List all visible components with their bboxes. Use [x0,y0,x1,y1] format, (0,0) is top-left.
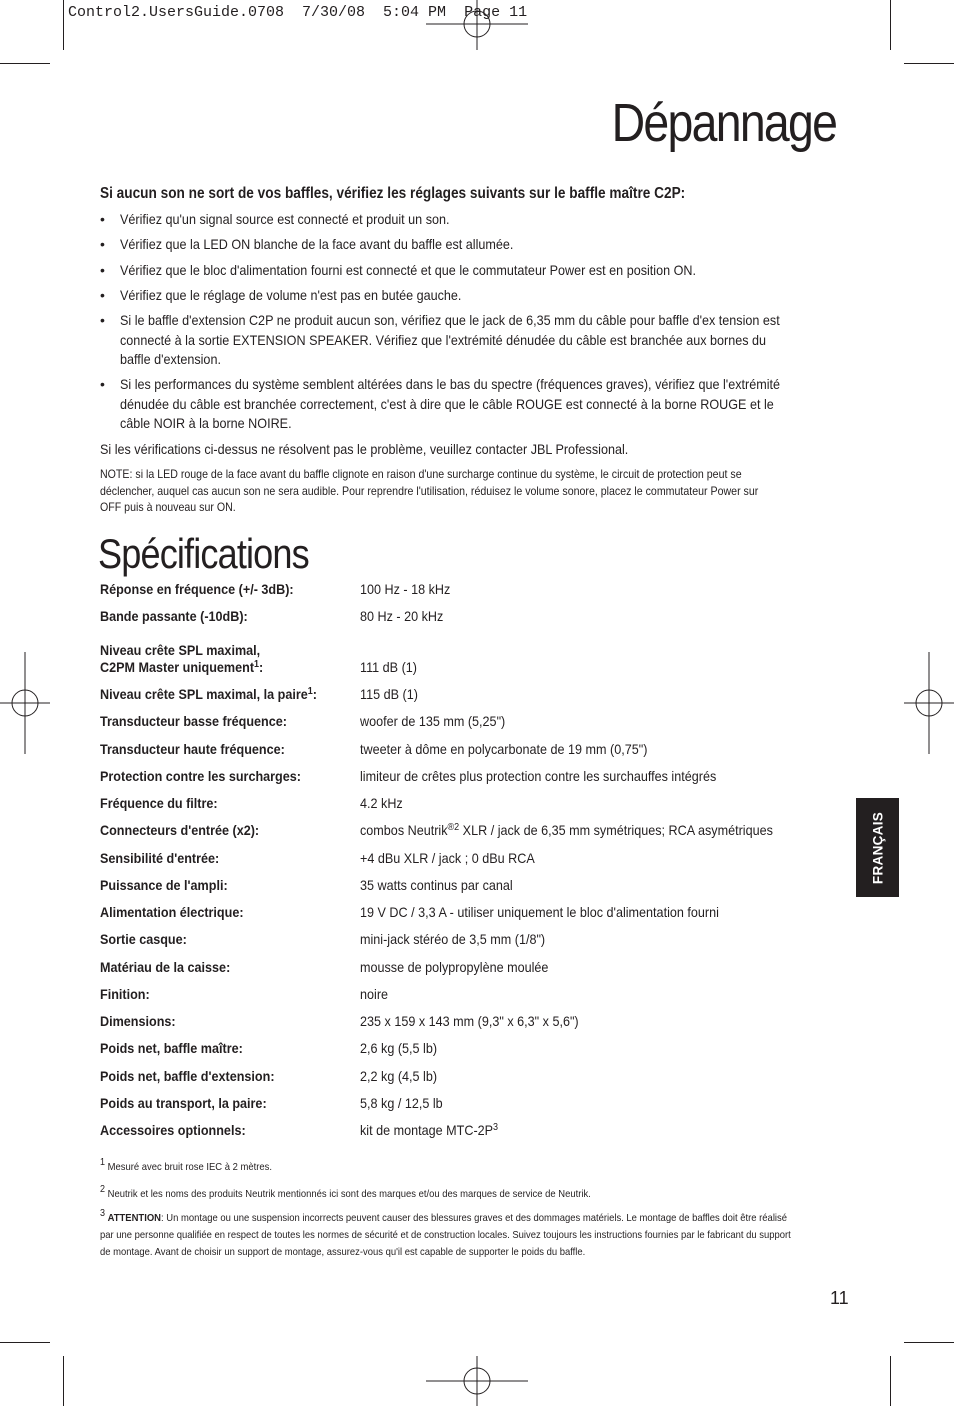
spec-label-colon: : [312,686,317,702]
footnote-ref: 1 [307,686,313,697]
spec-label: Puissance de l'ampli: [100,877,228,893]
page-number: 11 [830,1288,849,1308]
troubleshooting-intro: Si aucun son ne sort de vos baffles, vérifiez les réglages suivants sur le baffle maître C2P: [100,185,686,202]
list-item [100,210,800,230]
bullet-icon: • [100,287,105,303]
spec-value: noire [360,986,389,1002]
bullet-icon: • [100,236,105,252]
list-item [100,311,800,370]
bullet-icon: • [100,312,105,328]
list-item-text: Vérifiez que la LED ON blanche de la face avant du baffle est allumée. [120,236,514,252]
footnote-text: Neutrik et les noms des produits Neutrik mentionnés ici sont des marques et/ou des marques de service de Neutrik. [105,1188,591,1200]
spec-label: Connecteurs d'entrée (x2): [100,822,260,838]
spec-value: 4.2 kHz [360,795,403,811]
spec-label: Sortie casque: [100,931,187,947]
registration-mark-top [426,0,528,50]
page-title: Dépannage [611,93,836,153]
spec-value: 5,8 kg / 12,5 lb [360,1095,443,1111]
footnote-ref: 1 [254,659,260,670]
spec-value: tweeter à dôme en polycarbonate de 19 mm (0,75") [360,741,648,757]
spec-label: Protection contre les surcharges: [100,768,301,784]
spec-label: Poids au transport, la paire: [100,1095,267,1111]
list-item [100,235,800,255]
spec-value: +4 dBu XLR / jack ; 0 dBu RCA [360,850,535,866]
spec-value-text: kit de montage MTC-2P [360,1122,494,1138]
spec-label: Poids net, baffle maître: [100,1040,243,1056]
print-slug: Control2.UsersGuide.0708 7/30/08 5:04 PM Page 11 [68,4,528,21]
footnote-ref: 3 [493,1122,499,1133]
spec-label: Bande passante (-10dB): [100,608,248,624]
spec-label: Fréquence du filtre: [100,795,218,811]
bullet-icon: • [100,211,105,227]
footnote-text: : Un montage ou une suspension incorrects peuvent causer des blessures graves et des dommages matériels. Le montage de baffles doit être réalisé par une personne qualifiée en respect de toutes les normes de sécurité et de construction locales. Suivez toujours les instructions fournies par le fabricant du support de montage. Avant de choisir un support de montage, assurez-vous qu'il est capable de supporter le poids du baffle. [100,1212,791,1258]
crop-mark [904,63,954,64]
spec-label: Réponse en fréquence (+/- 3dB): [100,581,294,597]
spec-value: woofer de 135 mm (5,25") [360,713,506,729]
spec-label-colon: : [259,659,264,675]
registration-mark-left [0,652,50,754]
list-item-text: Vérifiez qu'un signal source est connecté et produit un son. [120,211,450,227]
spec-value: 35 watts continus par canal [360,877,513,893]
list-item [100,261,800,281]
footnote [100,1210,802,1261]
bullet-icon: • [100,376,105,392]
spec-value: 2,6 kg (5,5 lb) [360,1040,438,1056]
crop-mark [63,1356,64,1406]
footnote-text: Mesuré avec bruit rose IEC à 2 mètres. [105,1161,273,1173]
spec-label-line: Niveau crête SPL maximal, [100,642,261,658]
note-text: NOTE: si la LED rouge de la face avant du baffle clignote en raison d'une surcharge continue du système, le circuit de protection peut se déclencher, auquel cas aucun son ne sera audible. Pour reprendre l'utilisation, réduisez le volume sonore, placez le commutateur Power sur OFF puis à nouveau sur ON. [100,467,759,514]
spec-label: Matériau de la caisse: [100,959,231,975]
crop-mark [890,0,891,50]
language-tab [856,798,899,897]
crop-mark [0,63,50,64]
footnote [100,1186,802,1203]
spec-label: Alimentation électrique: [100,904,244,920]
spec-value: limiteur de crêtes plus protection contre les surchauffes intégrés [360,768,717,784]
crop-mark [63,0,64,50]
list-item [100,286,800,306]
spec-label: Finition: [100,986,150,1002]
spec-value [360,822,773,838]
spec-value: 100 Hz - 18 kHz [360,581,451,597]
spec-label: Accessoires optionnels: [100,1122,246,1138]
spec-label: Poids net, baffle d'extension: [100,1068,275,1084]
spec-value: 19 V DC / 3,3 A - utiliser uniquement le bloc d'alimentation fourni [360,904,719,920]
spec-value: mousse de polypropylène moulée [360,959,549,975]
spec-value: 115 dB (1) [360,686,418,702]
footnote [100,1159,802,1176]
spec-value: 2,2 kg (4,5 lb) [360,1068,438,1084]
list-item-text: Vérifiez que le réglage de volume n'est pas en butée gauche. [120,287,462,303]
spec-value: 111 dB (1) [360,659,417,675]
bullet-icon: • [100,262,105,278]
registered-mark: ®2 [447,822,460,833]
registration-mark-right [904,652,954,754]
closing-text: Si les vérifications ci-dessus ne résolvent pas le problème, veuillez contacter JBL Professional. [100,441,629,457]
list-item-text: Si les performances du système semblent altérées dans le bas du spectre (fréquences graves), vérifiez que l'extrémité dénudée du câble est branchée correctement, c'est à dire que le câble ROUGE est connecté à la borne ROUGE et le câble NOIR à la borne NOIRE. [120,376,781,431]
list-item-text: Vérifiez que le bloc d'alimentation fourni est connecté et que le commutateur Power est en position ON. [120,262,697,278]
footnote-number: 1 [100,1157,106,1168]
footnote-number: 3 [100,1208,106,1219]
language-tab-label: FRANÇAIS [870,811,885,884]
specifications-title: Spécifications [98,530,309,577]
spec-label: Dimensions: [100,1013,176,1029]
footnote-number: 2 [100,1184,106,1195]
spec-label [100,642,263,676]
spec-label: Transducteur basse fréquence: [100,713,287,729]
spec-label: Transducteur haute fréquence: [100,741,285,757]
spec-value-text: combos Neutrik [360,822,448,838]
spec-label-line: C2PM Master uniquement [100,659,255,675]
spec-label: Sensibilité d'entrée: [100,850,220,866]
list-item [100,375,800,434]
crop-mark [890,1356,891,1406]
spec-value: mini-jack stéréo de 3,5 mm (1/8") [360,931,546,947]
spec-label [100,686,317,702]
spec-label-text: Niveau crête SPL maximal, la paire [100,686,308,702]
crop-mark [0,1342,50,1343]
list-item-text: Si le baffle d'extension C2P ne produit aucun son, vérifiez que le jack de 6,35 mm du câble pour baffle d'ex tension est connecté à la sortie EXTENSION SPEAKER. Vérifiez que l'extrémité dénudée du câble est branchée aux bornes du baffle d'extension. [120,312,780,367]
crop-mark [904,1342,954,1343]
spec-value-text: XLR / jack de 6,35 mm symétriques; RCA asymétriques [459,822,773,838]
spec-value: 80 Hz - 20 kHz [360,608,444,624]
spec-value [360,1122,498,1138]
footnote-warning-label: ATTENTION [107,1212,162,1224]
registration-mark-bottom [426,1356,528,1406]
spec-value: 235 x 159 x 143 mm (9,3" x 6,3" x 5,6") [360,1013,579,1029]
